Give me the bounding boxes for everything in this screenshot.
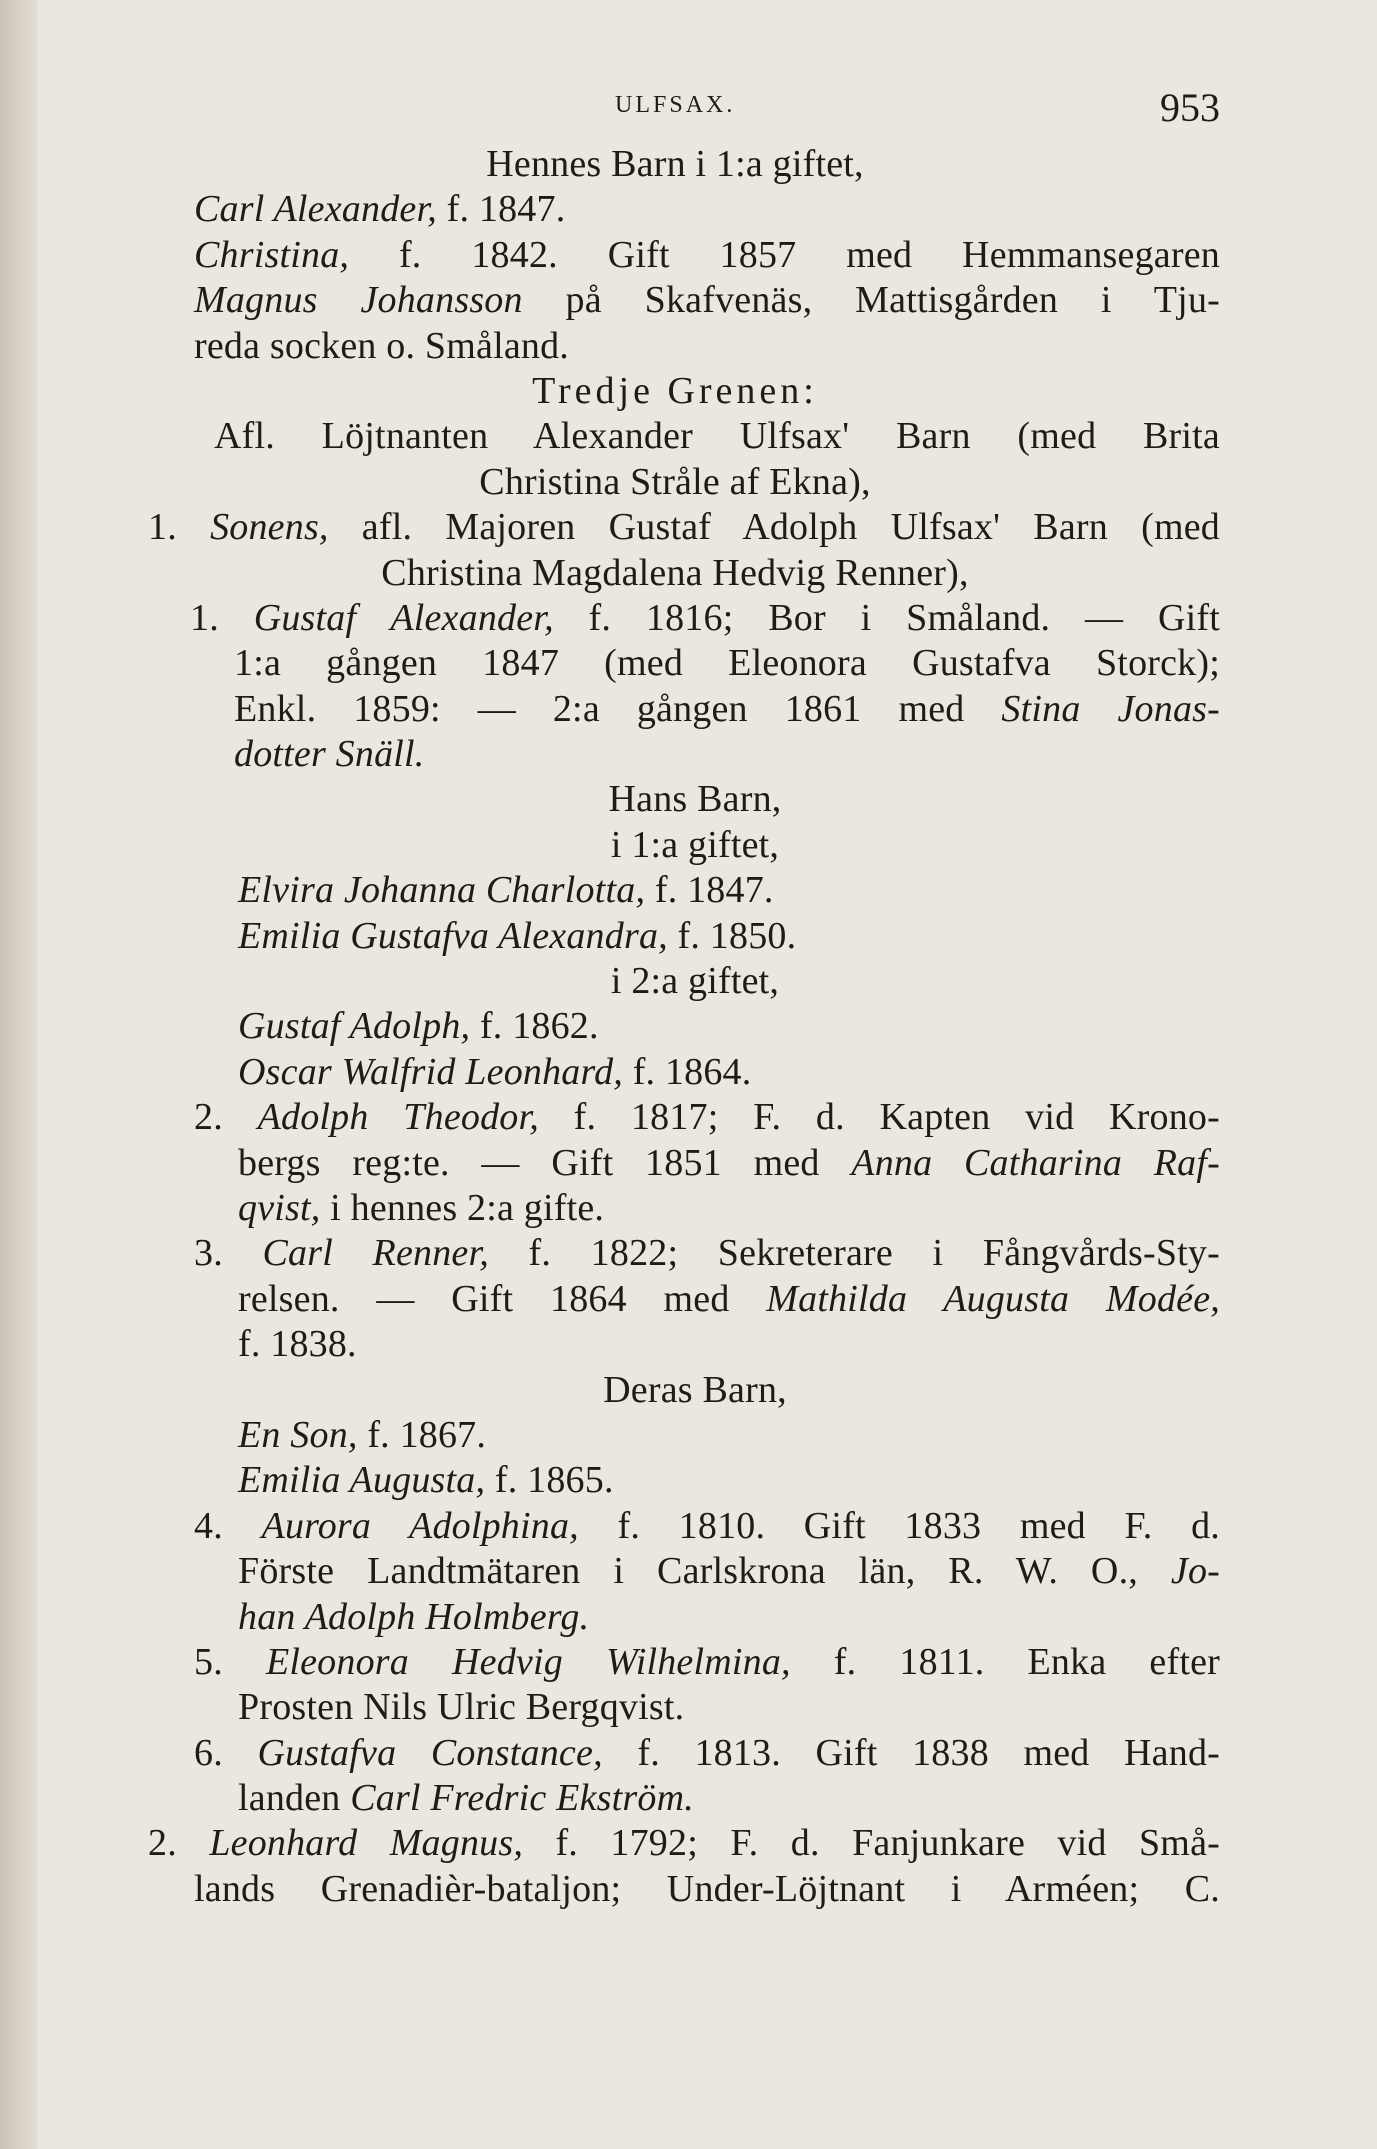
- text-line: [130, 1277, 1220, 1322]
- text-run: Hennes Barn i 1:a giftet,: [486, 143, 864, 185]
- text-run: 2.: [148, 1822, 210, 1865]
- italic-run: Stina Jonas-: [1001, 687, 1220, 730]
- text-line: [130, 505, 1220, 550]
- page-text: [130, 84, 1220, 1912]
- italic-run: Emilia Gustafva Alexandra,: [238, 914, 668, 957]
- text-run: f. 1867.: [357, 1413, 487, 1456]
- italic-run: Sonens,: [210, 506, 329, 549]
- italic-run: qvist,: [238, 1186, 321, 1229]
- italic-run: Gustafva Constance,: [257, 1731, 603, 1774]
- text-line: [130, 1640, 1220, 1685]
- text-run: f. 1864.: [623, 1050, 752, 1093]
- text-line: [130, 1867, 1220, 1912]
- italic-run: Mathilda Augusta Modée,: [766, 1277, 1221, 1320]
- text-line: [130, 1549, 1220, 1594]
- text-run: f. 1838.: [238, 1323, 357, 1366]
- text-line: [130, 460, 1220, 505]
- text-run: f. 1822; Sekreterare i Fångvårds-Sty-: [488, 1232, 1220, 1275]
- text-line: [130, 914, 1220, 959]
- page-spine-shadow: [0, 0, 38, 2149]
- text-run: Tredje Grenen:: [532, 369, 818, 412]
- text-run: reda socken o. Småland.: [194, 324, 569, 367]
- text-run: landen: [238, 1777, 351, 1820]
- text-line: [130, 1095, 1220, 1140]
- text-run: i 2:a giftet,: [610, 960, 780, 1003]
- text-run: Christina Stråle af Ekna),: [479, 460, 871, 503]
- italic-run: Jo-: [1170, 1550, 1220, 1593]
- italic-run: Magnus Johansson: [194, 279, 523, 322]
- text-line: [130, 1186, 1220, 1231]
- text-run: 2.: [194, 1096, 258, 1139]
- text-line: [130, 187, 1220, 232]
- text-run: i hennes 2:a gifte.: [320, 1186, 605, 1229]
- text-run: f. 1811. Enka efter: [790, 1640, 1221, 1683]
- text-run: Christina Magdalena Hedvig Renner),: [381, 551, 969, 594]
- text-line: [130, 1141, 1220, 1186]
- text-run: Enkl. 1859: — 2:a gången 1861 med: [234, 687, 1002, 730]
- page-header: [130, 84, 1220, 142]
- text-run: f. 1862.: [470, 1005, 599, 1048]
- text-run: f. 1810. Gift 1833 med F. d.: [578, 1504, 1220, 1547]
- text-line: [130, 1504, 1220, 1549]
- text-run: f. 1792; F. d. Fanjunkare vid Små-: [523, 1822, 1220, 1865]
- text-run: f. 1816; Bor i Småland. — Gift: [553, 596, 1220, 639]
- text-line: [130, 777, 1220, 822]
- text-line: [130, 1050, 1220, 1095]
- italic-run: dotter Snäll.: [234, 733, 425, 776]
- text-run: Prosten Nils Ulric Bergqvist.: [238, 1686, 685, 1729]
- text-line: [130, 1685, 1220, 1730]
- text-run: f. 1817; F. d. Kapten vid Krono-: [538, 1096, 1220, 1139]
- text-run: 1:a gången 1847 (med Eleonora Gustafva Storck);: [234, 642, 1220, 685]
- text-run: 4.: [194, 1504, 262, 1547]
- text-line: [130, 1595, 1220, 1640]
- text-line: [130, 1413, 1220, 1458]
- text-line: [130, 959, 1220, 1004]
- text-line: [130, 1231, 1220, 1276]
- text-run: f. 1847.: [436, 188, 566, 231]
- text-line: [130, 641, 1220, 686]
- text-run: 3.: [194, 1232, 263, 1275]
- text-line: [130, 414, 1220, 459]
- italic-run: Eleonora Hedvig Wilhelmina,: [265, 1640, 791, 1683]
- text-run: Förste Landtmätaren i Carlskrona län, R. W. O.,: [238, 1550, 1171, 1593]
- text-run: 1.: [190, 596, 254, 639]
- italic-run: Aurora Adolphina,: [261, 1504, 579, 1547]
- text-line: [130, 142, 1220, 187]
- text-line: [130, 1731, 1220, 1776]
- italic-run: Carl Fredric Ekström.: [350, 1777, 694, 1820]
- text-line: [130, 278, 1220, 323]
- text-run: 6.: [194, 1731, 258, 1774]
- italic-run: Gustaf Alexander,: [253, 596, 554, 639]
- text-line: [130, 1821, 1220, 1866]
- italic-run: Carl Renner,: [262, 1232, 489, 1275]
- text-line: [130, 1368, 1220, 1413]
- italic-run: Leonhard Magnus,: [209, 1822, 524, 1865]
- italic-run: Elvira Johanna Charlotta,: [238, 869, 646, 912]
- text-line: [130, 1004, 1220, 1049]
- text-line: [130, 596, 1220, 641]
- text-run: f. 1842. Gift 1857 med Hemmansegaren: [349, 233, 1220, 276]
- text-line: [130, 687, 1220, 732]
- text-run: Afl. Löjtnanten Alexander Ulfsax' Barn (med Brita: [214, 415, 1220, 458]
- text-run: f. 1813. Gift 1838 med Hand-: [602, 1731, 1221, 1774]
- italic-run: han Adolph Holmberg.: [238, 1595, 590, 1638]
- italic-run: Christina,: [194, 233, 350, 276]
- text-run: i 1:a giftet,: [610, 823, 780, 866]
- text-run: f. 1865.: [485, 1459, 614, 1502]
- text-run: afl. Majoren Gustaf Adolph Ulfsax' Barn (med: [328, 506, 1221, 549]
- text-run: på Skafvenäs, Mattisgården i Tju-: [522, 279, 1220, 322]
- page-number: 953: [1160, 85, 1220, 130]
- text-run: 5.: [194, 1640, 266, 1683]
- text-run: f. 1850.: [667, 914, 797, 957]
- italic-run: Carl Alexander,: [194, 188, 437, 231]
- italic-run: Emilia Augusta,: [238, 1459, 486, 1502]
- italic-run: Oscar Walfrid Leonhard,: [238, 1050, 623, 1093]
- text-run: relsen. — Gift 1864 med: [238, 1277, 767, 1320]
- italic-run: Gustaf Adolph,: [238, 1005, 471, 1048]
- text-run: 1.: [148, 506, 211, 549]
- text-line: [130, 868, 1220, 913]
- text-run: f. 1847.: [645, 869, 774, 912]
- italic-run: Adolph Theodor,: [257, 1096, 539, 1139]
- text-line: [130, 1458, 1220, 1503]
- text-line: [130, 732, 1220, 777]
- italic-run: Anna Catharina Raf-: [851, 1141, 1220, 1184]
- text-line: [130, 324, 1220, 369]
- text-line: [130, 1322, 1220, 1367]
- running-title: ULFSAX.: [615, 92, 736, 118]
- section-heading: [130, 369, 1220, 414]
- text-run: lands Grenadièr-bataljon; Under-Löjtnant i Arméen; C.: [194, 1867, 1220, 1910]
- text-run: Hans Barn,: [608, 778, 782, 821]
- italic-run: En Son,: [238, 1413, 358, 1456]
- text-run: Deras Barn,: [603, 1368, 787, 1411]
- text-line: [130, 823, 1220, 868]
- text-run: bergs reg:te. — Gift 1851 med: [238, 1141, 852, 1184]
- text-line: [130, 551, 1220, 596]
- text-line: [130, 1776, 1220, 1821]
- text-line: [130, 233, 1220, 278]
